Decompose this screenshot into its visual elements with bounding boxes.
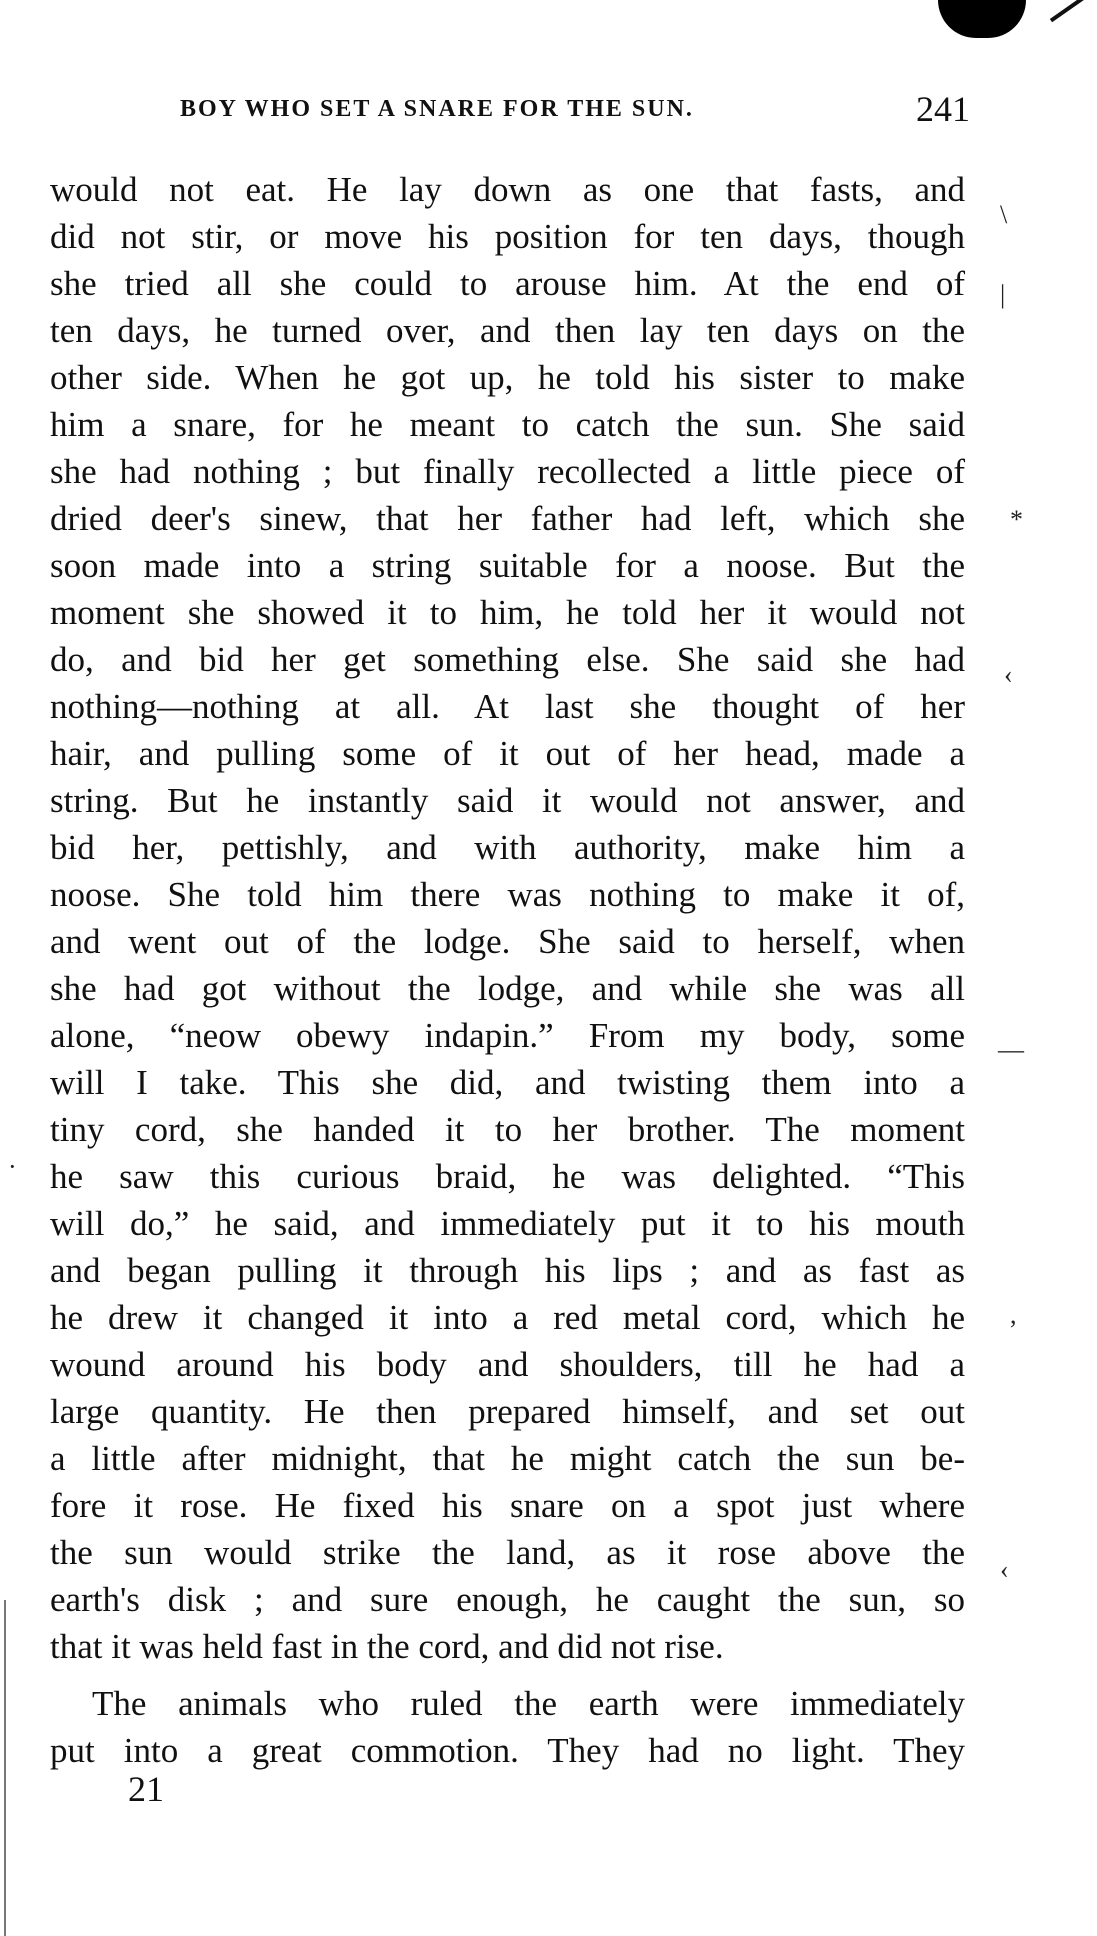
text-line: alone, “neow obewy indapin.” From my body, some — [50, 1016, 965, 1055]
text-line: do, and bid her get something else. She said she had — [50, 640, 965, 679]
text-line: she tried all she could to arouse him. At the end of — [50, 264, 965, 303]
text-line: that it was held fast in the cord, and did not rise. — [50, 1627, 724, 1666]
margin-mark: · — [8, 1152, 17, 1181]
text-line: The animals who ruled the earth were immediately — [92, 1684, 965, 1723]
page-number: 241 — [916, 89, 970, 129]
text-line: earth's disk ; and sure enough, he caught the sun, so — [50, 1580, 965, 1619]
text-line: a little after midnight, that he might catch the sun be- — [50, 1439, 965, 1478]
text-line: noose. She told him there was nothing to make it of, — [50, 875, 965, 914]
text-line: soon made into a string suitable for a noose. But the — [50, 546, 965, 585]
text-line: ten days, he turned over, and then lay ten days on the — [50, 311, 965, 350]
text-line: moment she showed it to him, he told her it would not — [50, 593, 965, 632]
text-line: will do,” he said, and immediately put it to his mouth — [50, 1204, 965, 1243]
text-line: will I take. This she did, and twisting them into a — [50, 1063, 965, 1102]
margin-mark: ‹ — [1004, 660, 1013, 689]
text-line: tiny cord, she handed it to her brother. The moment — [50, 1110, 965, 1149]
text-line: she had got without the lodge, and while she was all — [50, 969, 965, 1008]
text-line: string. But he instantly said it would not answer, and — [50, 781, 965, 820]
paragraph-1 — [50, 166, 965, 1670]
text-line: other side. When he got up, he told his sister to make — [50, 358, 965, 397]
text-line: he drew it changed it into a red metal cord, which he — [50, 1298, 965, 1337]
text-line: he saw this curious braid, he was delighted. “This — [50, 1157, 965, 1196]
margin-mark: \ — [1000, 200, 1008, 229]
text-line: bid her, pettishly, and with authority, make him a — [50, 828, 965, 867]
text-line: nothing—nothing at all. At last she thought of her — [50, 687, 965, 726]
margin-mark: –– — [998, 1035, 1024, 1064]
margin-mark: , — [1010, 1300, 1017, 1329]
margin-mark: ‹ — [1000, 1555, 1009, 1584]
margin-mark: * — [1010, 505, 1023, 534]
scan-edge-line — [4, 1600, 6, 1936]
text-line: him a snare, for he meant to catch the sun. She said — [50, 405, 965, 444]
text-line: and went out of the lodge. She said to herself, when — [50, 922, 965, 961]
text-line: fore it rose. He fixed his snare on a spot just where — [50, 1486, 965, 1525]
page-header — [180, 88, 970, 128]
text-line: did not stir, or move his position for ten days, though — [50, 217, 965, 256]
running-head: BOY WHO SET A SNARE FOR THE SUN. — [180, 96, 694, 122]
body-text — [50, 166, 965, 1774]
text-line: the sun would strike the land, as it rose above the — [50, 1533, 965, 1572]
text-line: dried deer's sinew, that her father had left, which she — [50, 499, 965, 538]
text-line: she had nothing ; but finally recollected a little piece of — [50, 452, 965, 491]
margin-mark: | — [1000, 280, 1006, 309]
text-line: hair, and pulling some of it out of her head, made a — [50, 734, 965, 773]
text-line: large quantity. He then prepared himself, and set out — [50, 1392, 965, 1431]
paragraph-2 — [50, 1680, 965, 1774]
text-line: and began pulling it through his lips ; and as fast as — [50, 1251, 965, 1290]
text-line: wound around his body and shoulders, till he had a — [50, 1345, 965, 1384]
pen-stroke — [1050, 0, 1088, 22]
ink-blot — [938, 0, 1026, 38]
text-line: put into a great commotion. They had no light. They — [50, 1731, 965, 1770]
text-line: would not eat. He lay down as one that fasts, and — [50, 170, 965, 209]
signature-mark: 21 — [128, 1769, 164, 1809]
